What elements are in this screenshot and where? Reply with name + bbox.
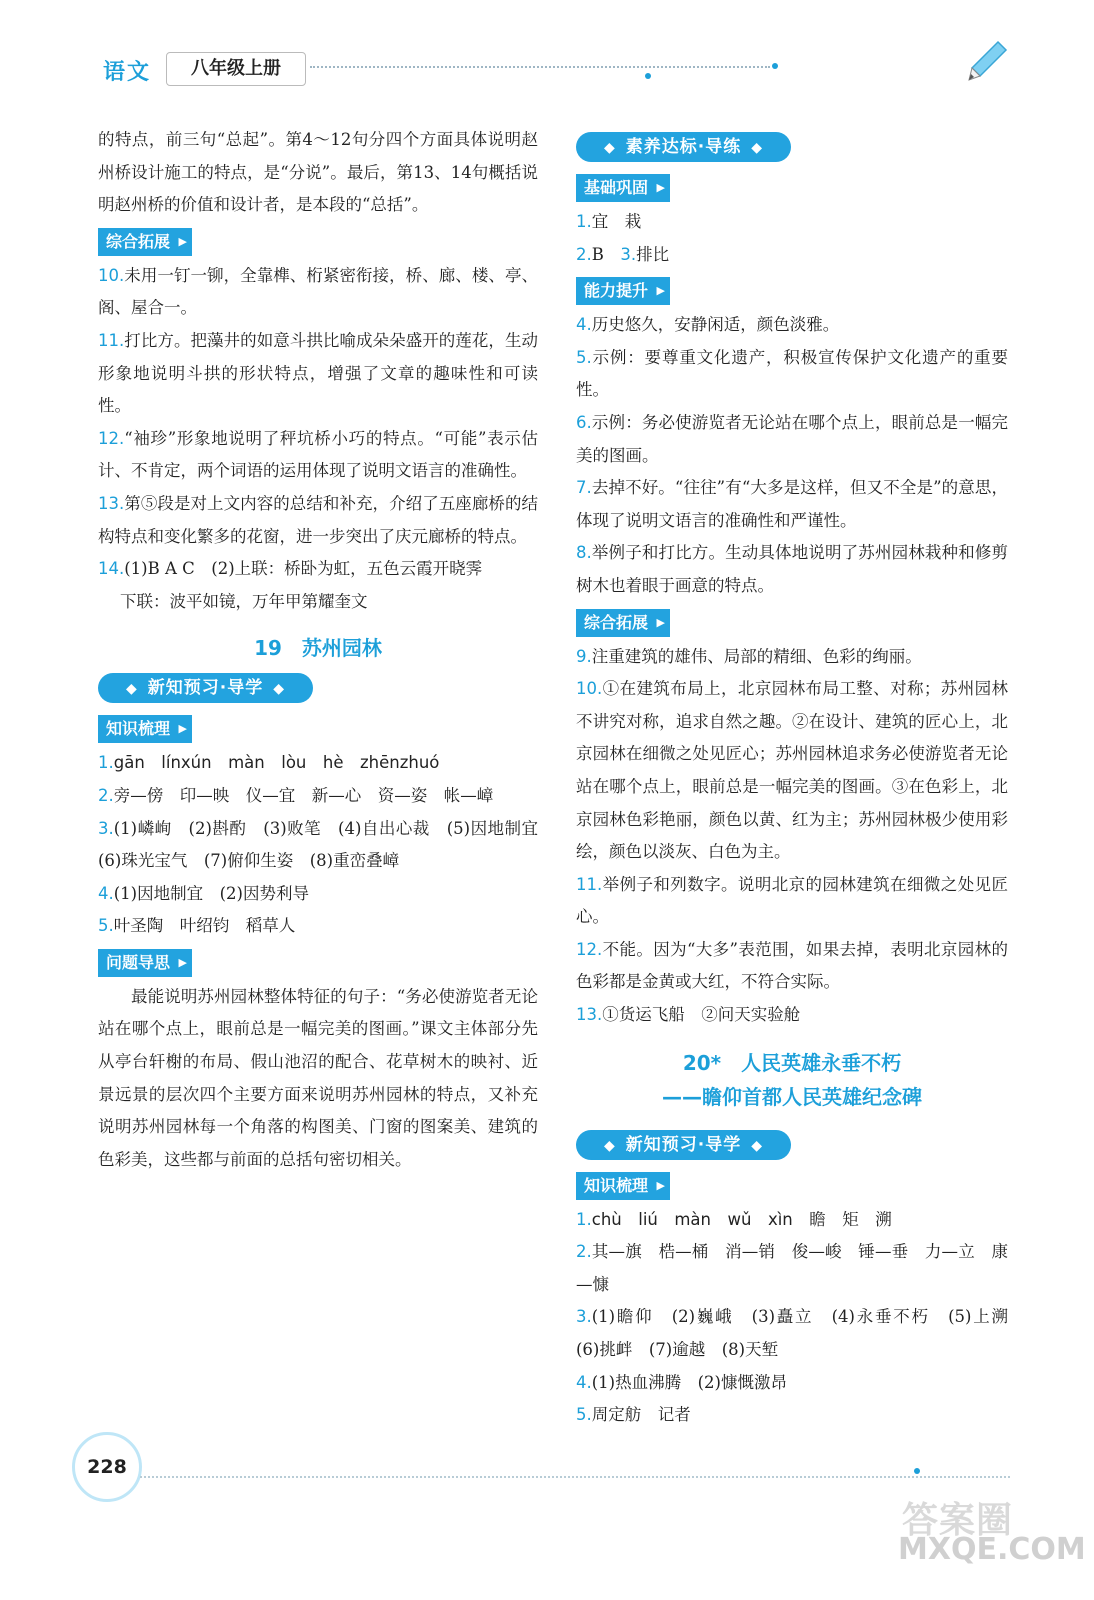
answer-number: 3. — [576, 1307, 592, 1327]
subject-label: 语文 — [103, 60, 152, 85]
answer-text: (1)热血沸腾 (2)慷慨激昂 — [591, 1372, 787, 1392]
answer-number: 11. — [576, 874, 603, 894]
banner-label: 新知预习·导学 — [147, 678, 264, 699]
page-number: 228 — [72, 1432, 142, 1502]
lesson-subtitle: ——瞻仰首都人民英雄纪念碑 — [662, 1084, 922, 1109]
section-tag: 综合拓展 ▶ — [576, 609, 670, 637]
answer-number: 10. — [576, 679, 603, 699]
banner-label: 素养达标·导练 — [625, 137, 742, 157]
answer-item — [576, 641, 1008, 674]
answer-number: 10. — [98, 265, 125, 285]
answer-text: (1)瞻仰 (2)巍峨 (3)矗立 (4)永垂不朽 (5)上溯 (6)挑衅 (7)逾越 (8)天堑 — [576, 1307, 1025, 1360]
answer-number: 9. — [576, 646, 592, 666]
answer-item — [576, 239, 1008, 272]
answer-number: 4. — [576, 1372, 592, 1392]
answer-item — [576, 673, 1008, 869]
answer-text: 叶圣陶 叶绍钧 稻草人 — [113, 916, 296, 936]
answer-text: 其—旗 梏—桶 消—销 俊—峻 锤—垂 力—立 康—慷 — [576, 1242, 1008, 1294]
answer-number: 13. — [98, 493, 125, 513]
answer-text: B — [591, 244, 604, 264]
footer-divider — [140, 1476, 1010, 1478]
footer-dot — [914, 1468, 920, 1474]
grade-label: 八年级上册 — [166, 52, 306, 86]
lesson-title: 19 苏州园林 — [254, 636, 382, 661]
watermark-url: MXQE.COM — [898, 1532, 1086, 1567]
answer-text: ①货运飞船 ②问天实验舱 — [602, 1005, 801, 1025]
pen-icon — [964, 38, 1010, 84]
diamond-icon: ◆ — [604, 1137, 616, 1154]
answer-text: 宜 栽 — [591, 212, 642, 231]
answer-item — [98, 488, 538, 553]
section-banner — [576, 132, 791, 162]
guide-paragraph: 最能说明苏州园林整体特征的句子：“务必使游览者无论站在哪个点上，眼前总是一幅完美的图画。”课文主体部分先从亭台轩榭的布局、假山池沼的配合、花草树木的映衬、近景远景的层次四个主要方面来说明苏州园林的特点，又补充说明苏州园林每一个角落的构图美、门窗的图案美、建筑的色彩美，这些都与前面的总括句密切相关。 — [98, 986, 538, 1169]
answer-text: gān línxún màn lòu hè zhēnzhuó — [113, 753, 440, 773]
answer-item — [576, 472, 1008, 537]
answer-text: chù liú màn wǔ xìn 瞻 矩 溯 — [591, 1209, 892, 1229]
answer-item — [98, 780, 538, 813]
section-tag: 综合拓展 ▶ — [98, 228, 192, 256]
answer-text: 示例：务必使游览者无论站在哪个点上，眼前总是一幅完美的图画。 — [576, 412, 1008, 465]
answer-number: 1. — [576, 1209, 592, 1229]
answer-text: 注重建筑的雄伟、局部的精细、色彩的绚丽。 — [591, 646, 922, 666]
answer-number: 7. — [576, 478, 592, 498]
answer-text: 不能。因为“大多”表范围，如果去掉，表明北京园林的色彩都是金黄或大红，不符合实际。 — [576, 939, 1008, 992]
answer-item — [576, 869, 1008, 934]
answer-number: 6. — [576, 412, 592, 432]
answer-item — [98, 813, 555, 878]
answer-number: 4. — [98, 883, 114, 903]
answer-item — [98, 325, 538, 423]
answer-text: 排比 — [636, 244, 670, 264]
lesson-heading — [576, 1046, 1008, 1114]
answer-item — [576, 407, 1008, 472]
header-dot — [772, 63, 778, 69]
answer-text: 举例子和列数字。说明北京的园林建筑在细微之处见匠心。 — [576, 874, 1008, 927]
diamond-icon: ◆ — [751, 1137, 764, 1154]
answer-number: 14. — [98, 559, 125, 579]
answer-item — [576, 309, 1008, 342]
lesson-title: 20* 人民英雄永垂不朽 — [682, 1050, 902, 1075]
section-tag: 知识梳理 ▶ — [98, 715, 192, 743]
banner-label: 新知预习·导学 — [625, 1134, 742, 1155]
answer-number: 8. — [576, 543, 592, 563]
diamond-icon: ◆ — [273, 681, 286, 698]
answer-text: 未用一钉一铆，全靠榫、桁紧密衔接，桥、廊、楼、亭、阁、屋合一。 — [98, 265, 538, 318]
answer-item — [576, 1399, 1008, 1432]
answer-text: 示例：要尊重文化遗产，积极宣传保护文化遗产的重要性。 — [576, 347, 1008, 400]
answer-item — [576, 537, 1008, 602]
answer-number: 13. — [576, 1005, 603, 1025]
answer-text: (1)B A C (2)上联：桥卧为虹，五色云霞开晓霁 — [124, 559, 483, 579]
answer-number: 2. — [576, 1242, 592, 1262]
answer-text: 举例子和打比方。生动具体地说明了苏州园林栽种和修剪树木也着眼于画意的特点。 — [576, 543, 1008, 595]
answer-text: 旁—傍 印—映 仪—宜 新—心 资—姿 帐—嶂 — [113, 785, 494, 805]
header-divider — [310, 66, 770, 68]
answer-item — [98, 260, 538, 325]
left-column — [98, 124, 555, 1176]
header-dot — [645, 73, 651, 79]
answer-number: 2. — [98, 785, 114, 805]
section-banner — [576, 1130, 791, 1160]
watermark-logo: 答案圈 — [902, 1500, 1014, 1541]
answer-text: 第⑤段是对上文内容的总结和补充，介绍了五座廊桥的结构特点和变化繁多的花窗，进一步突出了庆元廊桥的特点。 — [98, 493, 538, 546]
diamond-icon: ◆ — [604, 140, 616, 156]
answer-number: 4. — [576, 315, 592, 335]
answer-number: 12. — [98, 428, 125, 448]
answer-text: (1)因地制宜 (2)因势利导 — [113, 883, 309, 903]
section-banner — [98, 673, 313, 703]
answer-text: ①在建筑布局上，北京园林布局工整、对称；苏州园林不讲究对称，追求自然之趣。②在设计、建筑的匠心上，北京园林在细微之处见匠心；苏州园林追求务必使游览者无论站在哪个点上，眼前总是一幅完美的图画。③在色彩上，北京园林色彩艳丽，颜色以黄、红为主；苏州园林极少使用彩绘，颜色以淡灰、白色为主。 — [576, 679, 1008, 862]
answer-number: 11. — [98, 330, 125, 350]
answer-text: 去掉不好。“往往”有“大多是这样，但又不全是”的意思，体现了说明文语言的准确性和严谨性。 — [576, 478, 1008, 530]
answer-text: 历史悠久，安静闲适，颜色淡雅。 — [591, 315, 840, 335]
intro-paragraph: 的特点，前三句“总起”。第4～12句分四个方面具体说明赵州桥设计施工的特点，是“分说”。最后，第13、14句概括说明赵州桥的价值和设计者，是本段的“总括”。 — [98, 130, 538, 215]
diamond-icon: ◆ — [126, 681, 138, 698]
section-tag: 知识梳理 ▶ — [576, 1172, 670, 1200]
answer-number: 2. — [576, 244, 592, 264]
answer-item — [576, 206, 1008, 239]
right-column — [576, 126, 1025, 1432]
answer-number: 5. — [576, 347, 592, 367]
answer-text: (1)嶙峋 (2)斟酌 (3)败笔 (4)自出心裁 (5)因地制宜 (6)珠光宝气 (7)俯仰生姿 (8)重峦叠嶂 — [98, 818, 555, 871]
answer-item — [576, 999, 1008, 1032]
answer-item — [98, 878, 538, 911]
answer-item — [98, 553, 538, 586]
page-header — [0, 0, 1094, 100]
answer-number: 5. — [576, 1405, 592, 1425]
diamond-icon: ◆ — [751, 140, 764, 156]
answer-item — [576, 1236, 1008, 1301]
answer-number: 3. — [98, 818, 114, 838]
answer-number: 5. — [98, 916, 114, 936]
answer-item — [576, 934, 1008, 999]
answer-text: 打比方。把藻井的如意斗拱比喻成朵朵盛开的莲花，生动形象地说明斗拱的形状特点，增强了文章的趣味性和可读性。 — [98, 330, 538, 416]
answer-text: 周定舫 记者 — [591, 1405, 691, 1425]
answer-item — [576, 1301, 1025, 1366]
answer-number: 1. — [576, 212, 592, 231]
section-tag: 基础巩固 ▶ — [576, 174, 670, 202]
answer-item — [576, 342, 1008, 407]
answer-item — [98, 910, 538, 943]
answer-continuation: 下联：波平如镜，万年甲第耀奎文 — [120, 591, 368, 611]
answer-number: 1. — [98, 753, 114, 773]
answer-item — [576, 1204, 1008, 1237]
answer-number: 3. — [620, 244, 637, 264]
answer-number: 12. — [576, 939, 603, 959]
section-tag: 问题导思 ▶ — [98, 949, 192, 977]
answer-text: “袖珍”形象地说明了秤坑桥小巧的特点。“可能”表示估计、不肯定，两个词语的运用体现了说明文语言的准确性。 — [98, 428, 538, 481]
answer-item — [576, 1367, 1008, 1400]
answer-item — [98, 423, 538, 488]
section-tag: 能力提升 ▶ — [576, 277, 670, 305]
answer-item — [98, 747, 538, 780]
